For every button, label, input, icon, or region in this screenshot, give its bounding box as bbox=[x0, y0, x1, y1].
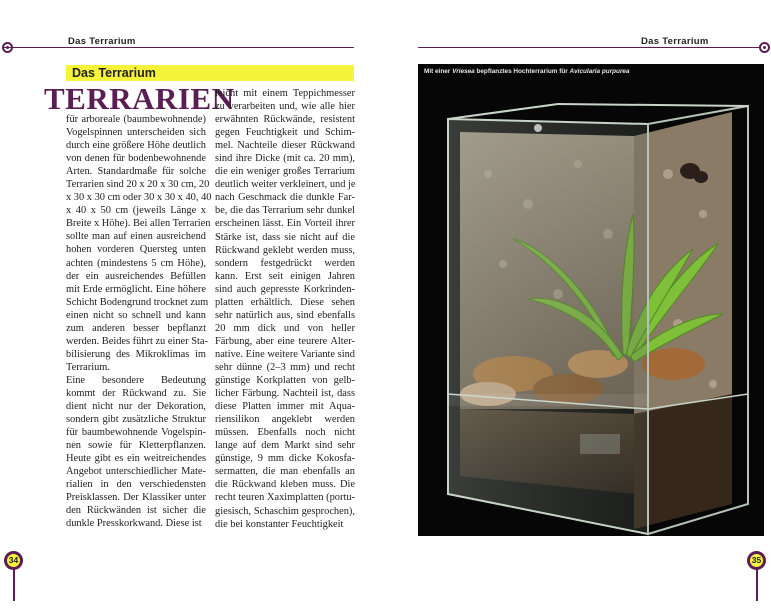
lead-word: TERRARIEN bbox=[44, 81, 235, 116]
text-line: diese Platten immer mit Aqua- bbox=[215, 401, 355, 413]
text-line: lange auf dem Markt sind sehr bbox=[215, 440, 355, 452]
text-line: von denen für bodenbewohnende bbox=[66, 153, 206, 165]
text-line: x 40 x 50 cm (jeweils Länge x bbox=[66, 205, 206, 217]
header-rule-left bbox=[4, 47, 354, 48]
text-line: kann. Erst seit einigen Jahren bbox=[215, 270, 355, 282]
text-line: sind ihre Dicke (mit ca. 20 mm), bbox=[215, 153, 355, 165]
text-line: Terrarien sind 20 x 20 x 30 cm, 20 bbox=[66, 179, 210, 191]
text-line: Breite x Höhe). Bei allen Terrarien bbox=[66, 218, 211, 230]
text-line: zum anderen besser bepflanzt bbox=[66, 322, 206, 334]
photo-caption bbox=[424, 68, 630, 75]
caption-text-1: Mit einer bbox=[424, 68, 453, 75]
text-line: Rückwand geklebt werden muss, bbox=[215, 244, 355, 256]
text-line: sehr dünne (2–3 mm) und recht bbox=[215, 361, 355, 373]
text-line: riensilikon angeklebt werden bbox=[215, 414, 355, 426]
text-line: erwähnten Rückwände, resistent bbox=[215, 114, 355, 126]
text-line: günstige Korkplatten von gelb- bbox=[215, 375, 355, 387]
text-line: sermatten, die man ebenfalls an bbox=[215, 466, 355, 478]
text-line: die Rückwand kleben muss. Die bbox=[215, 479, 355, 491]
text-line: Vogelspinnen unterscheiden sich bbox=[66, 127, 206, 139]
text-line: mel. Nachteile dieser Rückwand bbox=[215, 140, 355, 152]
text-line: für baumbewohnende Vogelspin- bbox=[66, 427, 206, 439]
text-line: giesisch, Schaschim gesprochen), bbox=[215, 505, 355, 517]
header-ornament-right bbox=[759, 42, 770, 53]
text-line: achten (mindestens 5 cm Höhe), bbox=[66, 257, 206, 269]
text-line: der ein ausreichendes Befüllen bbox=[66, 270, 206, 282]
text-line: Schicht Bodengrund trocknet zum bbox=[66, 296, 209, 308]
text-line: günstige, 9 mm dicke Kokosfa- bbox=[215, 453, 355, 465]
caption-text-2: bepflanztes Hochterrarium für bbox=[474, 68, 570, 75]
text-line: Stärke ist, dass sie nicht auf die bbox=[215, 231, 355, 243]
header-rule-right bbox=[418, 47, 768, 48]
text-line: licher Färbung. Nachteil ist, dass bbox=[215, 388, 355, 400]
text-line: kommt der Rückwand zu. Sie bbox=[66, 387, 206, 399]
text-line: werden. Beides führt zu einer Sta- bbox=[66, 335, 208, 347]
text-line: sondern gibt zusätzliche Struktur bbox=[66, 414, 206, 426]
text-line: x 30 x 30 cm oder 30 x 30 x 40, 40 bbox=[66, 192, 212, 204]
text-line: sollte man auf einen ausreichend bbox=[66, 231, 206, 243]
text-line: Terrarium. bbox=[66, 361, 110, 373]
text-line: die bei konstanter Feuchtigkeit bbox=[215, 518, 344, 530]
page-number-left: 34 bbox=[8, 555, 19, 565]
running-header-right: Das Terrarium bbox=[641, 36, 709, 47]
text-line: 20 mm dick und von heller bbox=[215, 322, 355, 334]
text-line: Heute gibt es ein weitreichendes bbox=[66, 453, 206, 465]
text-column-1 bbox=[66, 113, 212, 531]
text-line: zu verarbeiten und, wie alle hier bbox=[215, 101, 355, 113]
text-line: leicht mit einem Teppichmesser bbox=[215, 88, 355, 99]
text-line: mit Erde ermöglicht. Eine höhere bbox=[66, 283, 206, 295]
text-line: nach Geschmack die dunkle Far- bbox=[215, 192, 355, 204]
caption-species: Avicularia purpurea bbox=[569, 68, 630, 75]
text-line: rialien in den verschiedensten bbox=[66, 479, 206, 491]
text-line: den Rückwänden ist sicher die bbox=[66, 505, 206, 517]
text-line: dient nicht nur der Dekoration, bbox=[66, 401, 206, 413]
text-line: Preisklassen. Der Klassiker unter bbox=[66, 492, 206, 504]
text-line: dunkle Presskorkwand. Diese ist bbox=[66, 518, 202, 530]
text-line: Färbung, aber eine teurere Alter- bbox=[215, 335, 355, 347]
text-line: Angebot unterschiedlicher Mate- bbox=[66, 466, 206, 478]
text-line: platten erhältlich. Diese sehen bbox=[215, 296, 355, 308]
page-number-right-badge bbox=[747, 551, 766, 570]
text-line: müssen. Ebenfalls noch nicht bbox=[215, 427, 355, 439]
page-number-right: 35 bbox=[751, 555, 762, 565]
page-number-left-badge bbox=[4, 551, 23, 570]
text-line: Eine besondere Bedeutung bbox=[66, 374, 206, 386]
text-line: bilisierung des Mikroklimas im bbox=[66, 348, 206, 360]
text-line: sind auch gepresste Korkrinden- bbox=[215, 283, 355, 295]
section-title: Das Terrarium bbox=[72, 66, 156, 80]
terrarium-illustration bbox=[418, 64, 764, 536]
text-line: deutlich weiter verkleinert, und je bbox=[215, 179, 356, 191]
text-line: die ein weniger großes Terrarium bbox=[215, 166, 355, 178]
text-line: nen sowie für Kletterpflanzen. bbox=[66, 440, 206, 452]
text-line: hohen vorderen Quersteg unten bbox=[66, 244, 206, 256]
text-line: be, die das Terrarium sehr dunkel bbox=[215, 205, 355, 217]
text-line: recht teuren Xaximplatten (portu- bbox=[215, 492, 355, 504]
running-header-left: Das Terrarium bbox=[68, 36, 136, 47]
text-line: gegen Feuchtigkeit und Schim- bbox=[215, 127, 355, 139]
text-line: einen nicht so schnell und kann bbox=[66, 309, 206, 321]
terrarium-photo bbox=[418, 64, 764, 536]
text-line: erscheinen lässt. Ein Vorteil ihrer bbox=[215, 218, 355, 230]
text-line: durch eine größere Höhe deutlich bbox=[66, 140, 206, 152]
text-line: native. Eine weitere Variante sind bbox=[215, 348, 355, 360]
text-line: sehr natürlich aus, sind ebenfalls bbox=[215, 309, 355, 321]
text-line: sondern festgedrückt werden bbox=[215, 257, 355, 269]
text-line: für arboreale (baumbewohnende) bbox=[66, 114, 206, 125]
text-line: Arten. Standardmaße für solche bbox=[66, 166, 206, 178]
text-column-2 bbox=[215, 87, 355, 531]
caption-genus: Vriesea bbox=[452, 68, 475, 75]
